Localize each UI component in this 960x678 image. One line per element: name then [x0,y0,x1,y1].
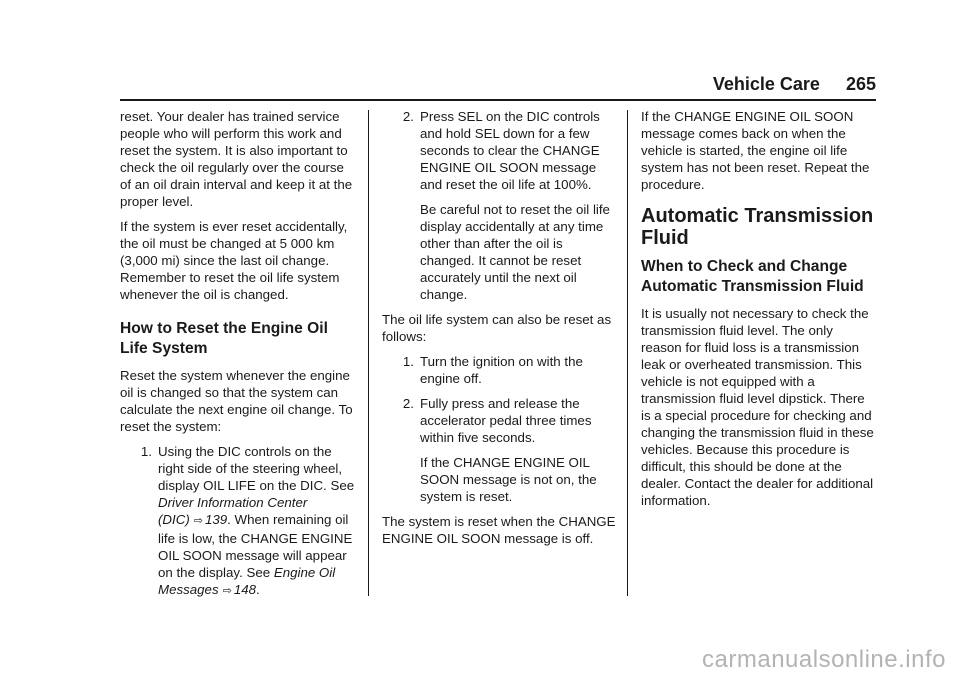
list-text: Fully press and release the accelerator pedal three times within five seconds. [420,396,592,445]
page-header [120,72,876,96]
section-heading: How to Reset the Engine Oil Life System [120,320,328,357]
xref-link[interactable]: Driver Information Center (DIC) [158,495,308,527]
step-text: Using the DIC controls on the right side of the steering wheel, display OIL LIFE on the DIC. See [158,444,355,493]
chapter-heading-line: Fluid [641,227,689,249]
list-item [120,443,356,600]
list-item [382,108,618,193]
paragraph: Reset the system whenever the engine oil is changed so that the system can calculate the next engine oil change. To reset the system: [120,368,353,434]
step-text: . When remaining oil life is low, the CHANGE ENGINE OIL SOON message will appear on the display. See [158,512,353,580]
page-number: 265 [845,74,876,94]
step-text: . [256,582,260,597]
list-number: 1. [402,354,414,369]
page-reference-arrow-icon: ⇨ [222,585,232,597]
column-divider [368,110,369,596]
list-number: 2. [402,109,414,124]
paragraph: It is usually not necessary to check the transmission fluid level. The only reason for fluid loss is a transmission leak or overheated transmission. This vehicle is not equipped with a transmission fluid level dipstick. There is a special procedure for checking and changing the transmission fluid in these vehicles. Because this procedure is difficult, this should be done at the dealer. Contact the dealer for additional information. [641,306,874,508]
section-title: Vehicle Care [712,74,820,94]
paragraph: The system is reset when the CHANGE ENGINE OIL SOON message is off. [382,514,616,546]
list-number: 2. [402,396,414,411]
step-note: Be careful not to reset the oil life display accidentally at any time other than after the oil is changed. It cannot be reset accurately until the next oil change. [420,202,610,302]
list-text [158,443,356,600]
paragraph: If the CHANGE ENGINE OIL SOON message comes back on when the vehicle is started, the engine oil life system has not been reset. Repeat the procedure. [641,109,870,192]
paragraph: reset. Your dealer has trained service people who will perform this work and reset the system. It is also important to check the oil regularly over the course of an oil drain interval and keep it at the proper level. [120,109,353,209]
column-2 [382,108,618,555]
page-reference-arrow-icon: ⇨ [193,515,203,527]
chapter-heading-line: Automatic Transmission [641,205,874,227]
list-item [382,353,618,387]
page-ref[interactable]: 139 [204,512,228,527]
list-number: 1. [140,444,152,459]
header-rule [120,99,876,101]
step-note: If the CHANGE ENGINE OIL SOON message is not on, the system is reset. [420,455,597,504]
page-ref[interactable]: 148 [233,582,257,597]
chapter-heading [641,205,875,249]
list-text: Press SEL on the DIC controls and hold SEL down for a few seconds to clear the CHANGE ENGINE OIL SOON message and reset the oil life at 100%. [420,109,600,192]
list-item [382,395,618,446]
paragraph: If the system is ever reset accidentally, the oil must be changed at 5 000 km (3,000 mi) since the last oil change. Remember to reset the oil life system whenever the oil is changed. [120,219,348,302]
list-text: Turn the ignition on with the engine off. [420,354,583,386]
column-divider [627,110,628,596]
section-heading: When to Check and Change Automatic Transmission Fluid [641,258,864,295]
column-3 [641,108,875,517]
watermark: carmanualsonline.info [702,646,946,673]
paragraph: The oil life system can also be reset as follows: [382,312,612,344]
column-1 [120,108,356,608]
xref-link[interactable]: Engine Oil Messages [158,565,336,597]
